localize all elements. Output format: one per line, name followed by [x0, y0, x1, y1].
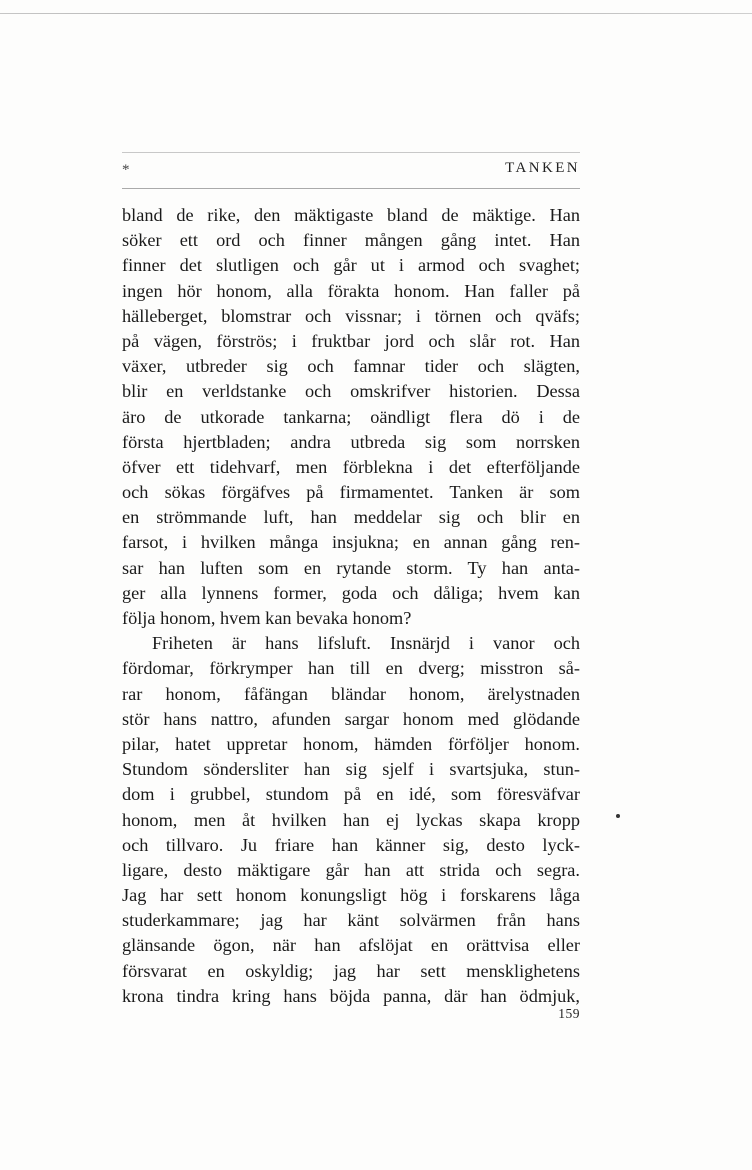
text-line: en strömmande luft, han meddelar sig och blir en: [122, 507, 580, 528]
text-line: första hjertbladen; andra utbreda sig som norrsken: [122, 431, 580, 452]
text-line: äro de utkorade tankarna; oändligt flera dö i de: [122, 406, 580, 427]
text-line: krona tindra kring hans böjda panna, där han ödmjuk,: [122, 985, 580, 1006]
header-asterisk-mark: *: [122, 162, 130, 178]
running-title: TANKEN: [505, 160, 580, 176]
text-line: pilar, hatet uppretar honom, hämden förföljer honom.: [122, 733, 580, 754]
text-line: på vägen, förströs; i fruktbar jord och slår rot. Han: [122, 330, 580, 351]
text-line: hälleberget, blomstrar och vissnar; i törnen och qväfs;: [122, 305, 580, 326]
header-rule-bottom: [122, 188, 580, 189]
text-line: dom i grubbel, stundom på en idé, som föresväfvar: [122, 784, 580, 805]
text-line: försvarat en oskyldig; jag har sett mensklighetens: [122, 960, 580, 981]
page-number: 159: [558, 1006, 580, 1021]
text-line: fördomar, förkrymper han till en dverg; misstron så-: [122, 658, 580, 679]
text-line: glänsande ögon, när han afslöjat en orättvisa eller: [122, 935, 580, 956]
header-rule-top: [122, 152, 580, 153]
paragraph-2: [122, 631, 580, 1009]
running-header: [122, 146, 580, 186]
text-line: följa honom, hvem kan bevaka honom?: [122, 608, 412, 628]
text-line: blir en verldstanke och omskrifver historien. Dessa: [122, 381, 580, 402]
text-line: ingen hör honom, alla förakta honom. Han faller på: [122, 280, 580, 301]
text-line: rar honom, fåfängan bländar honom, ärelystnaden: [122, 683, 580, 704]
text-line: honom, men åt hvilken han ej lyckas skapa kropp: [122, 809, 580, 830]
page-body: [122, 203, 580, 1009]
text-line: finner det slutligen och går ut i armod och svaghet;: [122, 255, 580, 276]
top-edge-rule: [0, 13, 752, 14]
text-line: studerkammare; jag har känt solvärmen från hans: [122, 910, 580, 931]
text-line: stör hans nattro, afunden sargar honom med glödande: [122, 708, 580, 729]
text-line: ligare, desto mäktigare går han att strida och segra.: [122, 859, 580, 880]
text-line: söker ett ord och finner mången gång intet. Han: [122, 230, 580, 251]
text-line: Friheten är hans lifsluft. Insnärjd i vanor och: [152, 633, 580, 654]
paragraph-1: [122, 203, 580, 631]
text-line: öfver ett tidehvarf, men förblekna i det efterföljande: [122, 456, 580, 477]
text-line: ger alla lynnens former, goda och dåliga; hvem kan: [122, 582, 580, 603]
text-line: sar han luften som en rytande storm. Ty han anta-: [122, 557, 580, 578]
text-line: växer, utbreder sig och famnar tider och slägten,: [122, 356, 580, 377]
text-line: farsot, i hvilken många insjukna; en annan gång ren-: [122, 532, 580, 553]
text-line: och sökas förgäfves på firmamentet. Tanken är som: [122, 482, 580, 503]
text-line: och tillvaro. Ju friare han känner sig, desto lyck-: [122, 834, 580, 855]
text-line: Stundom söndersliter han sig sjelf i svartsjuka, stun-: [122, 759, 580, 780]
text-line: bland de rike, den mäktigaste bland de mäktige. Han: [122, 205, 580, 225]
text-line: Jag har sett honom konungsligt hög i forskarens låga: [122, 885, 580, 906]
ink-speck: [616, 814, 620, 818]
